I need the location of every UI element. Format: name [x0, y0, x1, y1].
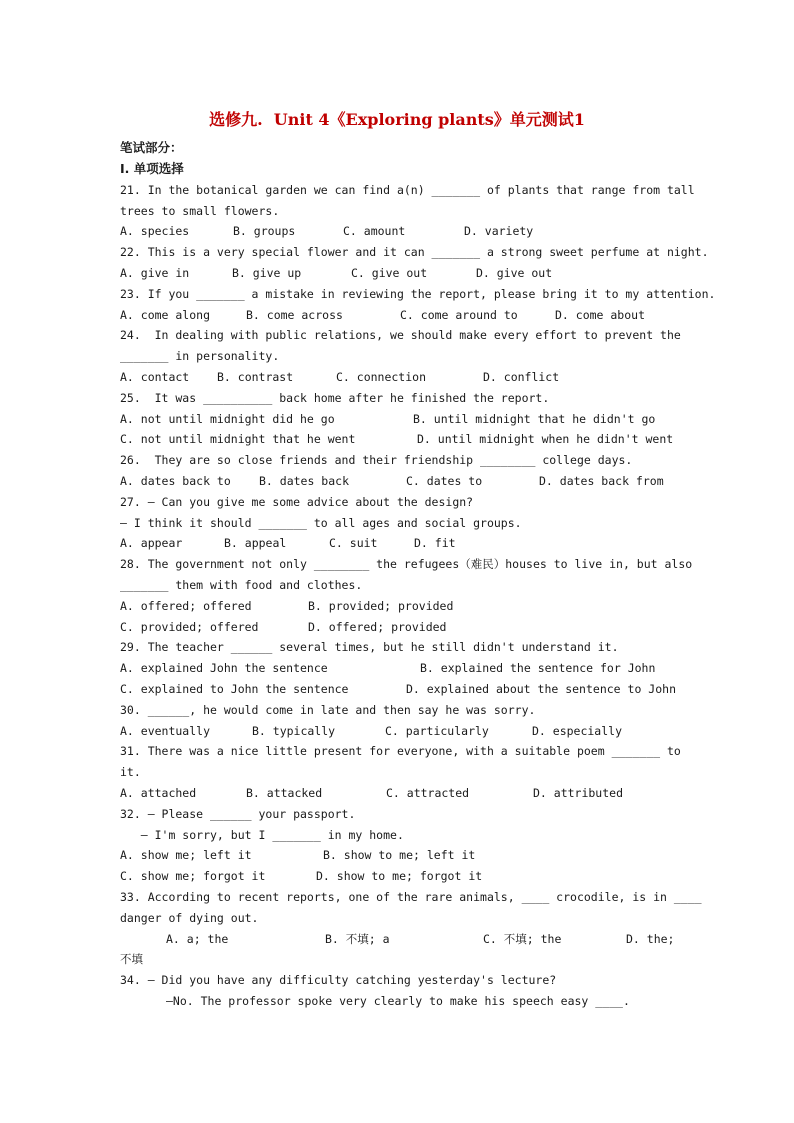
option-a: A. attached	[120, 786, 197, 800]
question-31-stem: 31. There was a nice little present for everyone, with a suitable poem _______ to	[120, 744, 681, 758]
question-27-stem-cont: — I think it should _______ to all ages and social groups.	[120, 516, 522, 530]
question-25-options-row1	[120, 411, 676, 427]
question-33-stem: 33. According to recent reports, one of the rare animals, ____ crocodile, is in ____	[120, 890, 702, 904]
option-a: A. a; the	[166, 932, 229, 946]
question-32-options-row1	[120, 847, 676, 863]
option-b: B. groups	[233, 224, 296, 238]
option-c: C. particularly	[385, 724, 489, 738]
section-written-heading: 笔试部分：	[120, 140, 183, 155]
option-d: D. show to me; forgot it	[316, 869, 483, 883]
option-c: C. not until midnight that he went	[120, 432, 356, 446]
question-23-options	[120, 307, 676, 323]
option-d: D. explained about the sentence to John	[405, 682, 676, 696]
option-d: D. especially	[532, 724, 623, 738]
question-24-stem-cont: _______ in personality.	[120, 349, 280, 363]
question-22-options	[120, 265, 676, 281]
option-c: C. provided; offered	[120, 620, 259, 634]
option-a: A. contact	[120, 370, 190, 384]
option-c: C. attracted	[386, 786, 470, 800]
option-d: D. attributed	[533, 786, 624, 800]
question-32-stem: 32. — Please ______ your passport.	[120, 807, 356, 821]
question-27-options	[120, 535, 676, 551]
option-d: D. conflict	[483, 370, 560, 384]
option-b: B. show to me; left it	[323, 848, 476, 862]
question-33-stem-cont: danger of dying out.	[120, 911, 259, 925]
option-c: C. come around to	[400, 308, 518, 322]
question-29-stem: 29. The teacher ______ several times, but he still didn't understand it.	[120, 640, 619, 654]
question-30-options	[120, 723, 676, 739]
question-26-stem: 26. They are so close friends and their friendship ________ college days.	[120, 453, 633, 467]
option-c: C. dates to	[406, 474, 483, 488]
option-b: B. 不填; a	[325, 932, 390, 946]
option-d: D. fit	[414, 536, 456, 550]
option-b: B. attacked	[246, 786, 323, 800]
option-c: C. 不填; the	[483, 932, 562, 946]
option-a: A. dates back to	[120, 474, 231, 488]
option-b: B. appeal	[224, 536, 287, 550]
option-b: B. come across	[246, 308, 343, 322]
option-b: B. typically	[252, 724, 336, 738]
option-b: B. give up	[232, 266, 302, 280]
option-a: A. appear	[120, 536, 183, 550]
option-a: A. not until midnight did he go	[120, 412, 335, 426]
question-28-options-row2	[120, 619, 676, 635]
question-27-stem: 27. — Can you give me some advice about the design?	[120, 495, 474, 509]
question-32-options-row2	[120, 868, 676, 884]
question-21-stem-cont: trees to small flowers.	[120, 204, 280, 218]
question-29-options-row1	[120, 660, 676, 676]
option-a: A. explained John the sentence	[120, 661, 328, 675]
option-c: C. explained to John the sentence	[120, 682, 349, 696]
question-28-stem-cont: _______ them with food and clothes.	[120, 578, 363, 592]
question-26-options	[120, 473, 676, 489]
option-d: D. variety	[464, 224, 534, 238]
question-25-options-row2	[120, 431, 676, 447]
section-single-choice-heading: I. 单项选择	[120, 161, 184, 176]
question-32-stem-cont: — I'm sorry, but I _______ in my home.	[120, 828, 404, 842]
option-d: D. offered; provided	[308, 620, 447, 634]
question-21-options	[120, 223, 676, 239]
question-34-stem-cont: —No. The professor spoke very clearly to make his speech easy ____.	[166, 994, 630, 1008]
option-c: C. connection	[336, 370, 427, 384]
question-28-options-row1	[120, 598, 676, 614]
option-b: B. provided; provided	[308, 599, 454, 613]
question-24-options	[120, 369, 676, 385]
question-29-options-row2	[120, 681, 676, 697]
option-b: B. contrast	[217, 370, 294, 384]
question-24-stem: 24. In dealing with public relations, we should make every effort to prevent the	[120, 328, 681, 342]
question-31-options	[120, 785, 676, 801]
option-c: C. show me; forgot it	[120, 869, 266, 883]
question-21-stem: 21. In the botanical garden we can find a(n) _______ of plants that range from tall	[120, 183, 695, 197]
question-33-options	[166, 931, 676, 947]
option-a: A. give in	[120, 266, 190, 280]
option-c: C. give out	[351, 266, 428, 280]
option-a: A. offered; offered	[120, 599, 252, 613]
option-b: B. explained the sentence for John	[420, 661, 656, 675]
option-d: D. dates back from	[539, 474, 664, 488]
question-31-stem-cont: it.	[120, 765, 141, 779]
question-23-stem: 23. If you _______ a mistake in reviewing the report, please bring it to my attention.	[120, 287, 716, 301]
option-a: A. eventually	[120, 724, 211, 738]
option-a: A. show me; left it	[120, 848, 252, 862]
question-34-stem: 34. — Did you have any difficulty catching yesterday's lecture?	[120, 973, 557, 987]
question-25-stem: 25. It was __________ back home after he finished the report.	[120, 391, 550, 405]
page-title: 选修九. Unit 4《Exploring plants》单元测试1	[209, 110, 585, 129]
option-a: A. species	[120, 224, 190, 238]
option-c: C. amount	[343, 224, 406, 238]
question-28-stem: 28. The government not only ________ the refugees（难民）houses to live in, but also	[120, 557, 693, 571]
question-22-stem: 22. This is a very special flower and it can _______ a strong sweet perfume at night.	[120, 245, 709, 259]
option-b: B. dates back	[259, 474, 350, 488]
option-d: D. come about	[555, 308, 646, 322]
option-a: A. come along	[120, 308, 211, 322]
option-d: D. give out	[476, 266, 553, 280]
option-d: D. the;	[626, 932, 675, 946]
option-b: B. until midnight that he didn't go	[413, 412, 656, 426]
question-30-stem: 30. ______, he would come in late and then say he was sorry.	[120, 703, 536, 717]
option-c: C. suit	[329, 536, 378, 550]
question-33-option-d-cont: 不填	[120, 952, 143, 966]
option-d: D. until midnight when he didn't went	[417, 432, 674, 446]
